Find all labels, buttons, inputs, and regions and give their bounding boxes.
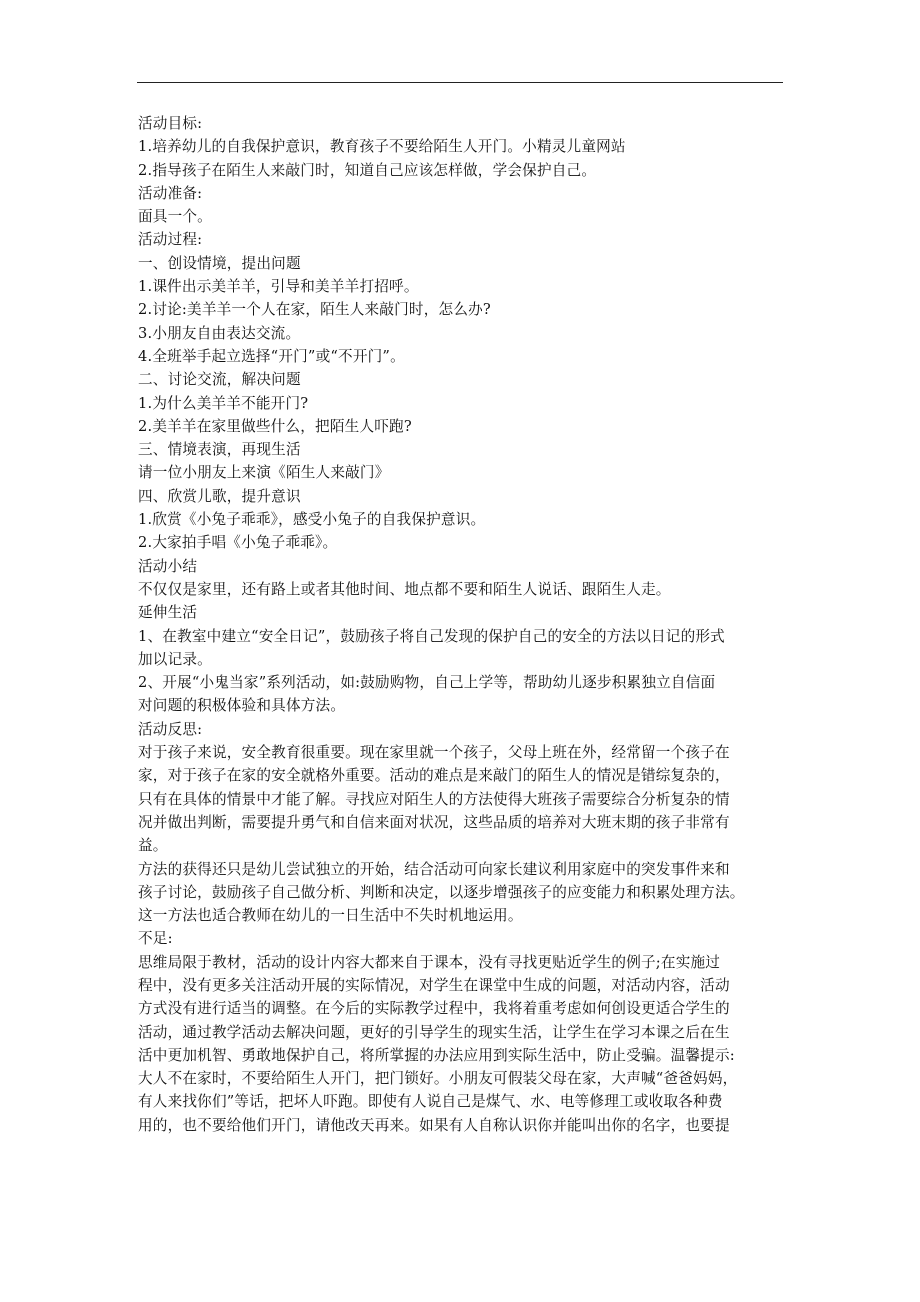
text-line: 1.课件出示美羊羊，引导和美羊羊打招呼。: [138, 278, 419, 296]
text-line: 活中更加机智、勇敢地保护自己，将所掌握的办法应用到实际生活中，防止受骗。温馨提示:: [138, 1046, 735, 1064]
text-line: 1.欣赏《小兔子乖乖》，感受小兔子的自我保护意识。: [138, 511, 486, 529]
text-line: 请一位小朋友上来演《陌生人来敲门》: [138, 464, 390, 482]
text-line: 1.培养幼儿的自我保护意识，教育孩子不要给陌生人开门。小精灵儿童网站: [138, 138, 626, 156]
text-line: 2.美羊羊在家里做些什么，把陌生人吓跑?: [138, 417, 412, 435]
text-line: 思维局限于教材，活动的设计内容大都来自于课本，没有寻找更贴近学生的例子;在实施过: [138, 953, 721, 971]
text-line: 有人来找你们”等话，把坏人吓跑。即使有人说自己是煤气、水、电等修理工或收取各种费: [138, 1093, 723, 1111]
text-line: 活动，通过教学活动去解决问题，更好的引导学生的现实生活，让学生在学习本课之后在生: [138, 1023, 730, 1041]
text-line: 2.大家拍手唱《小兔子乖乖》。: [138, 534, 338, 552]
text-line: 这一方法也适合教师在幼儿的一日生活中不失时机地运用。: [138, 907, 523, 925]
text-line: 孩子讨论，鼓励孩子自己做分析、判断和决定，以逐步增强孩子的应变能力和积累处理方法。: [138, 883, 745, 901]
text-line: 不仅仅是家里，还有路上或者其他时间、地点都不要和陌生人说话、跟陌生人走。: [138, 580, 671, 598]
header-rule: [137, 82, 783, 83]
text-line: 活动反思:: [138, 720, 203, 738]
text-line: 对问题的积极体验和具体方法。: [138, 697, 346, 715]
text-line: 2、开展“小鬼当家”系列活动，如:鼓励购物，自己上学等，帮助幼儿逐步积累独立自信面: [138, 674, 716, 692]
text-line: 3.小朋友自由表达交流。: [138, 324, 301, 342]
text-line: 1、在教室中建立“安全日记”，鼓励孩子将自己发现的保护自己的安全的方法以日记的形式: [138, 627, 725, 645]
text-line: 三、情境表演，再现生活: [138, 441, 301, 459]
text-line: 只有在具体的情景中才能了解。寻找应对陌生人的方法使得大班孩子需要综合分析复杂的情: [138, 790, 730, 808]
text-line: 2.讨论:美羊羊一个人在家，陌生人来敲门时，怎么办?: [138, 301, 491, 319]
text-line: 方式没有进行适当的调整。在今后的实际教学过程中，我将着重考虑如何创设更适合学生的: [138, 1000, 730, 1018]
document-body: [138, 112, 786, 1137]
text-line: 活动过程:: [138, 231, 203, 249]
text-line: 活动目标:: [138, 115, 203, 132]
text-line: 益。: [138, 837, 168, 855]
text-line: 1.为什么美羊羊不能开门?: [138, 394, 309, 412]
text-line: 延伸生活: [138, 604, 198, 622]
text-line: 面具一个。: [138, 208, 212, 226]
text-line: 方法的获得还只是幼儿尝试独立的开始，结合活动可向家长建议利用家庭中的突发事件来和: [138, 860, 730, 878]
text-line: 活动小结: [138, 557, 198, 575]
text-line: 二、讨论交流，解决问题: [138, 371, 301, 389]
text-line: 四、欣赏儿歌，提升意识: [138, 487, 301, 505]
text-line: 家，对于孩子在家的安全就格外重要。活动的难点是来敲门的陌生人的情况是错综复杂的，: [138, 767, 730, 785]
text-line: 程中，没有更多关注活动开展的实际情况，对学生在课堂中生成的问题，对活动内容，活动: [138, 976, 730, 994]
text-line: 对于孩子来说，安全教育很重要。现在家里就一个孩子，父母上班在外，经常留一个孩子在: [138, 744, 730, 762]
text-line: 4.全班举手起立选择“开门”或“不开门”。: [138, 347, 405, 365]
text-line: 2.指导孩子在陌生人来敲门时，知道自己应该怎样做，学会保护自己。: [138, 161, 597, 179]
text-line: 活动准备:: [138, 184, 203, 202]
text-line: 大人不在家时，不要给陌生人开门，把门锁好。小朋友可假装父母在家，大声喊“爸爸妈妈，: [138, 1070, 738, 1088]
text-line: 况并做出判断，需要提升勇气和自信来面对状况，这些品质的培养对大班末期的孩子非常有: [138, 813, 730, 831]
text-line: 加以记录。: [138, 650, 212, 668]
text-line: 用的，也不要给他们开门，请他改天再来。如果有人自称认识你并能叫出你的名字，也要提: [138, 1116, 730, 1134]
text-line: 一、创设情境，提出问题: [138, 254, 301, 272]
text-line: 不足:: [138, 930, 173, 948]
